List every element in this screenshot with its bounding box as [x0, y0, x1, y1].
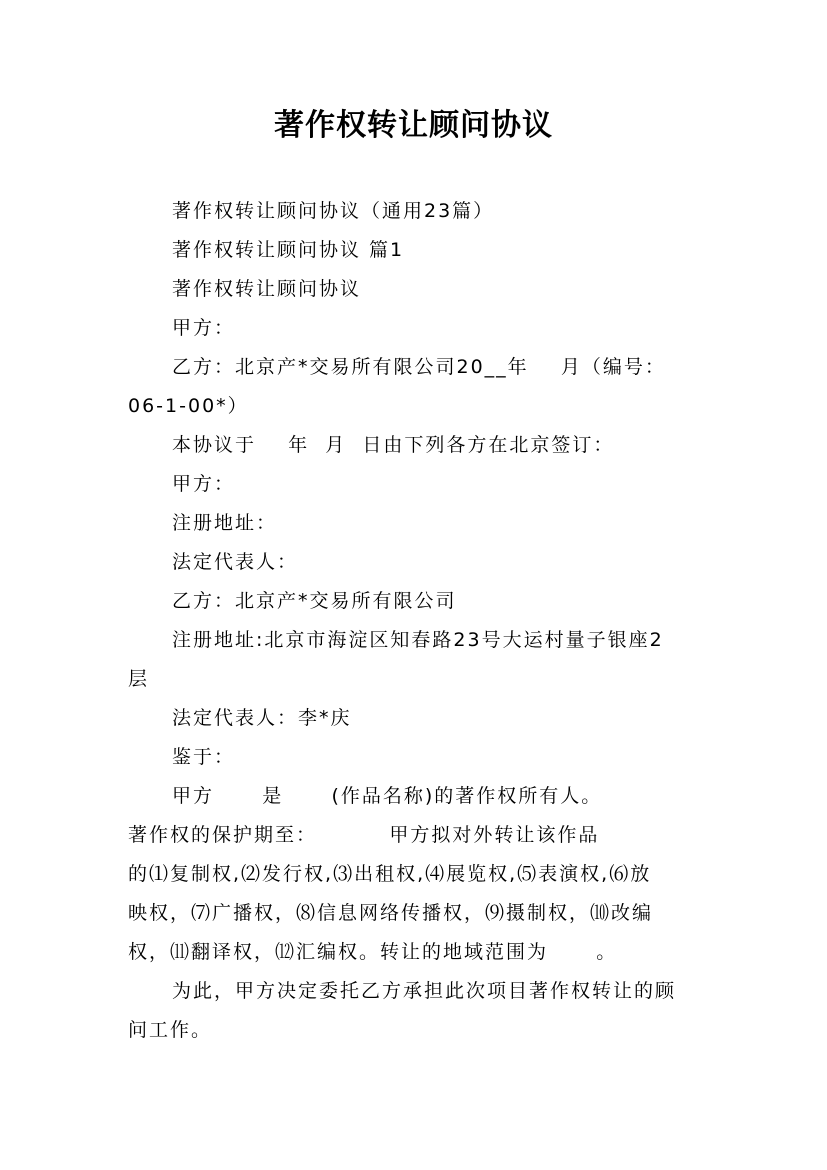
text-line-address-b-cont: 层	[128, 668, 150, 690]
text-line-party-b-number: 乙方：北京产*交易所有限公司20__年 月（编号：	[172, 356, 666, 378]
text-line-party-b: 乙方：北京产*交易所有限公司	[172, 590, 457, 612]
text-line-entrust-cont: 问工作。	[128, 1019, 213, 1041]
text-line-rights-2: 映权，⑺广播权，⑻信息网络传播权，⑼摄制权，⑽改编	[128, 902, 654, 924]
text-line-series-title: 著作权转让顾问协议（通用23篇）	[172, 200, 495, 222]
text-line-rights-1: 的⑴复制权,⑵发行权,⑶出租权,⑷展览权,⑸表演权,⑹放	[128, 863, 652, 885]
text-line-signing-date: 本协议于 年 月 日由下列各方在北京签订：	[172, 434, 615, 456]
text-line-address-a: 注册地址：	[172, 512, 278, 534]
text-line-rep-a: 法定代表人：	[172, 551, 299, 573]
text-line-protection: 著作权的保护期至： 甲方拟对外转让该作品	[128, 824, 600, 846]
document-title: 著作权转让顾问协议	[274, 108, 553, 143]
text-line-address-b: 注册地址:北京市海淀区知春路23号大运村量子银座2	[172, 629, 664, 651]
text-line-owner: 甲方 是 (作品名称)的著作权所有人。	[172, 785, 603, 807]
text-line-whereas: 鉴于：	[172, 746, 236, 768]
text-line-chapter: 著作权转让顾问协议 篇1	[172, 239, 405, 261]
text-line-number-cont: 06-1-00*）	[128, 395, 249, 417]
text-line-party-a-2: 甲方：	[172, 473, 236, 495]
text-line-agreement-name: 著作权转让顾问协议	[172, 278, 362, 300]
text-line-party-a: 甲方：	[172, 317, 236, 339]
text-line-rep-b: 法定代表人：李*庆	[172, 707, 352, 729]
text-line-rights-3: 权，⑾翻译权，⑿汇编权。转让的地域范围为 。	[128, 941, 618, 963]
text-line-entrust: 为此，甲方决定委托乙方承担此次项目著作权转让的顾	[172, 980, 677, 1002]
